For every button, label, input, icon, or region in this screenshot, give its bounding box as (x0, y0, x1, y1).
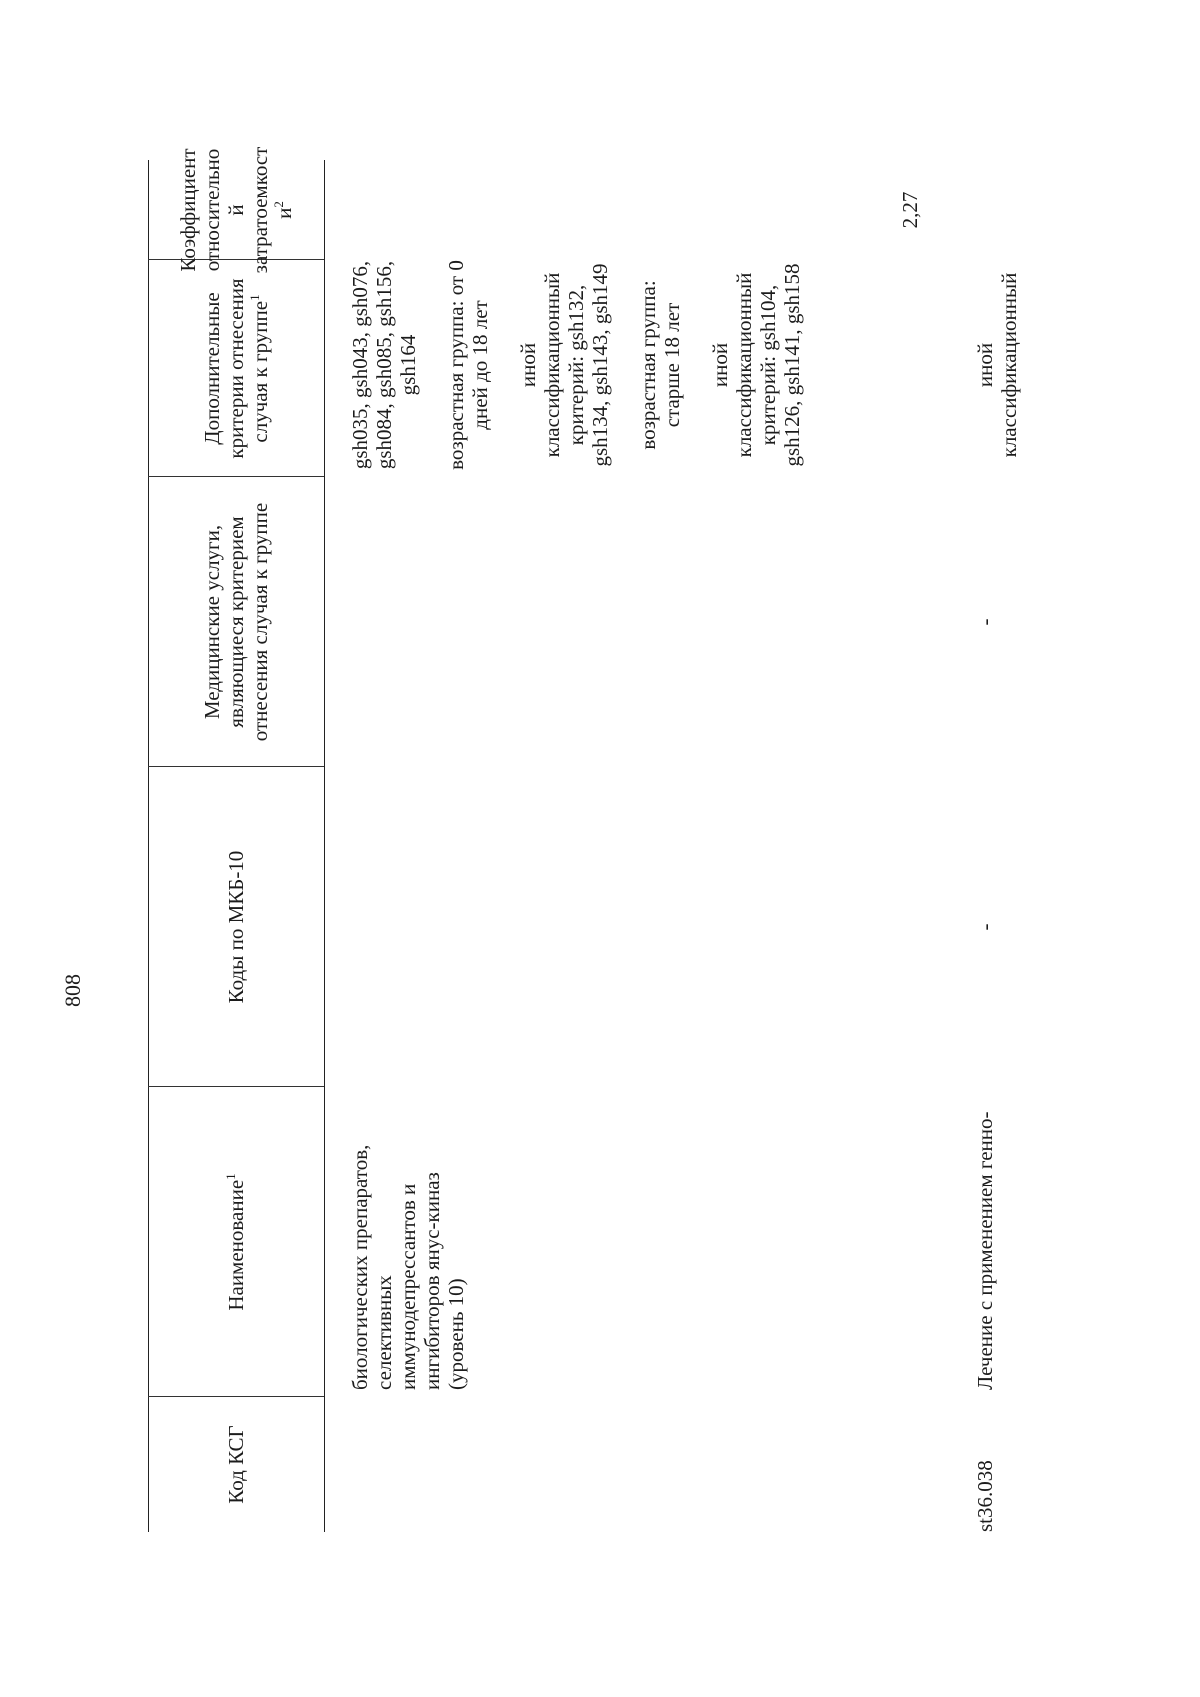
header-name: Наименование$^1$ (223, 1173, 248, 1311)
rotated-page (0, 146, 1200, 1697)
page-number: 808 (60, 974, 85, 1007)
row-criteria-list: gsh035, gsh043, gsh076, gsh084, gsh085, gsh156, gsh164 возрастная группа: от 0 дней до 18 лет иной классификационный критерий: gsh132, gsh134, gsh143, gsh149 возрастная группа: старше 18 лет иной классификационный критерий: gsh104, gsh126, gsh141, gsh158 (348, 260, 804, 470)
row-name: Лечение с применением генно- (973, 1111, 997, 1390)
table-header-rule (324, 160, 325, 1532)
header-icd-codes: Коды по МКБ-10 (224, 850, 248, 1004)
row-criteria: иной классификационный (973, 272, 1021, 458)
row-code: st36.038 (973, 1460, 997, 1532)
row-services: - (973, 618, 997, 626)
row-icd-codes: - (973, 923, 997, 931)
row-name-continued: биологических препаратов, селективных иммунодепрессантов и ингибиторов янус-киназ (уровень 10) (348, 1144, 468, 1390)
header-coefficient: Коэффициент относительно й затратоемкост $и^2$ (176, 146, 296, 274)
header-services: Медицинские услуги, являющиеся критерием отнесения случая к группе (200, 502, 272, 742)
header-code: Код КСГ (224, 1425, 248, 1504)
header-criteria: Дополнительные критерии отнесения случая к группе$^1$ (200, 278, 272, 459)
row-coefficient: 2,27 (898, 191, 922, 229)
